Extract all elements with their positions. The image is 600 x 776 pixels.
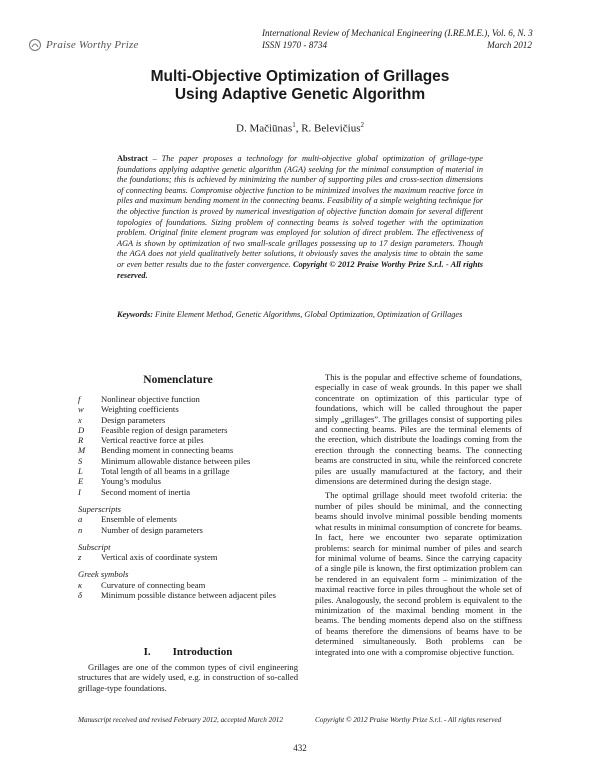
superscripts-heading: Superscripts <box>78 503 121 514</box>
nom-row: a Ensemble of elements <box>78 514 177 525</box>
nom-row: R Vertical reactive force at piles <box>78 435 204 446</box>
nomenclature-title: Nomenclature <box>143 374 213 386</box>
abstract-text: – The paper proposes a technology for multi-objective global optimization of grillage-type foundations applying adaptive genetic algorithm (AGA) seeking for the minimal consumption of material in the foundations; this is achieved by minimizing the number of supporting piles and cross-section dimensions of connecting beams. Compromise objective function to be minimized involves the maximum reactive force in piles and maximum bending moment in the connecting beams. Feasibility of a simple weighting technique for the objective function is proved by numerical investigation of objective function domain for several different topologies of foundations. Sizing problem of connecting beams is solved together with the optimization problem. Original finite element program was employed for solution of direct problem. The effectiveness of AGA is shown by optimization of two small-scale grillages possessing up to 17 design parameters. Though the AGA does not yield qualitatively better solutions, it obviously saves the analysis time to obtain the same or even better results due to the faster convergence. <box>117 154 483 269</box>
keywords <box>117 310 483 321</box>
keywords-label: Keywords: <box>117 310 153 319</box>
paper-title <box>60 68 540 104</box>
publisher-logo <box>28 34 198 56</box>
affiliation-2: 2 <box>360 121 364 129</box>
abstract-copyright: Copyright © 2012 Praise Worthy Prize S.r.l. - All rights reserved. <box>117 259 483 280</box>
nom-row: E Young’s modulus <box>78 476 162 487</box>
nom-row: I Second moment of inertia <box>78 486 191 497</box>
body-paragraph-2: The optimal grillage should meet twofold criteria: the number of piles should be minimal, and the connecting beams should involve minimal possible bending moments what results in minimal consumption of concrete for beams. In fact, here we encounter two separate optimization problems: search for minimal number of piles and search for minimal volume of beams. Since the carrying capacity of a single pile is known, the first optimization problem can be rendered in an equivalent form – minimization of the maximal reactive force in piles throughout the whole set of piles. Analogously, the second problem is equivalent to the minimization of the maximal bending moment in the beams. The bending moments depend also on the stiffness of beams therefore the dimensions of beams have to be determined simultaneously. Both problems can be integrated into one with a compromise objective function. <box>315 490 522 657</box>
keywords-text: Finite Element Method, Genetic Algorithms, Global Optimization, Optimization of Grillages <box>152 310 463 319</box>
issn: ISSN 1970 - 8734 <box>262 40 328 50</box>
title-line-2: Using Adaptive Genetic Algorithm <box>174 86 426 103</box>
nomenclature-list <box>78 394 298 600</box>
nom-row: κ Curvature of connecting beam <box>78 579 206 590</box>
nom-row: δ Minimum possible distance between adjacent piles <box>78 590 276 601</box>
nom-row: x Design parameters <box>78 414 166 425</box>
abstract <box>117 154 483 281</box>
nom-row: M Bending moment in connecting beams <box>78 445 234 456</box>
body-paragraph-1: This is the popular and effective scheme of foundations, especially in case of weak grounds. In this paper we shall concentrate on optimization of this particular type of foundations, which will be called throughout the paper simply „grillages”. The grillages consist of supporting piles and connecting beams. Piles are the terminal elements of the erection, which distribute the loadings coming from the erection through the connecting beams. The connecting beams are constructed in situ, while the reinforced concrete piles are usually manufactured at the factory, and their dimensions are determined during the design stage. <box>315 372 522 487</box>
title-line-1: Multi-Objective Optimization of Grillages <box>150 68 450 85</box>
nom-row: S Minimum allowable distance between piles <box>78 455 251 466</box>
right-column <box>315 372 522 661</box>
author-1: D. Mačiūnas <box>236 122 293 135</box>
nom-row: w Weighting coefficients <box>78 404 179 415</box>
issue-date: March 2012 <box>487 40 532 50</box>
footer-copyright: Copyright © 2012 Praise Worthy Prize S.r.l. - All rights reserved <box>315 716 502 724</box>
section-heading-introduction: I. Introduction <box>143 646 233 658</box>
nom-row: z Vertical axis of coordinate system <box>78 552 218 563</box>
laurel-icon <box>28 38 42 52</box>
manuscript-note: Manuscript received and revised February 2012, accepted March 2012 <box>78 716 283 724</box>
header-meta <box>262 40 532 50</box>
subscript-heading: Subscript <box>78 541 111 552</box>
abstract-label: Abstract <box>117 154 148 163</box>
authors <box>60 121 540 135</box>
journal-name: International Review of Mechanical Engineering (I.RE.M.E.), Vol. 6, N. 3 <box>262 28 533 38</box>
nom-row: n Number of design parameters <box>78 524 203 535</box>
nom-row: D Feasible region of design parameters <box>78 424 228 435</box>
page-number: 432 <box>293 743 307 753</box>
nom-row: L Total length of all beams in a grillage <box>78 466 230 477</box>
greek-heading: Greek symbols <box>78 569 129 580</box>
author-2: , R. Belevičius <box>295 122 361 135</box>
logo-text: Praise Worthy Prize <box>46 39 139 51</box>
intro-paragraph: Grillages are one of the common types of civil engineering structures that are widely used, e.g. in construction of so-called grillage-type foundations. <box>78 662 298 693</box>
affiliation-1: 1 <box>292 121 296 129</box>
nom-row: f Nonlinear objective function <box>78 394 200 404</box>
